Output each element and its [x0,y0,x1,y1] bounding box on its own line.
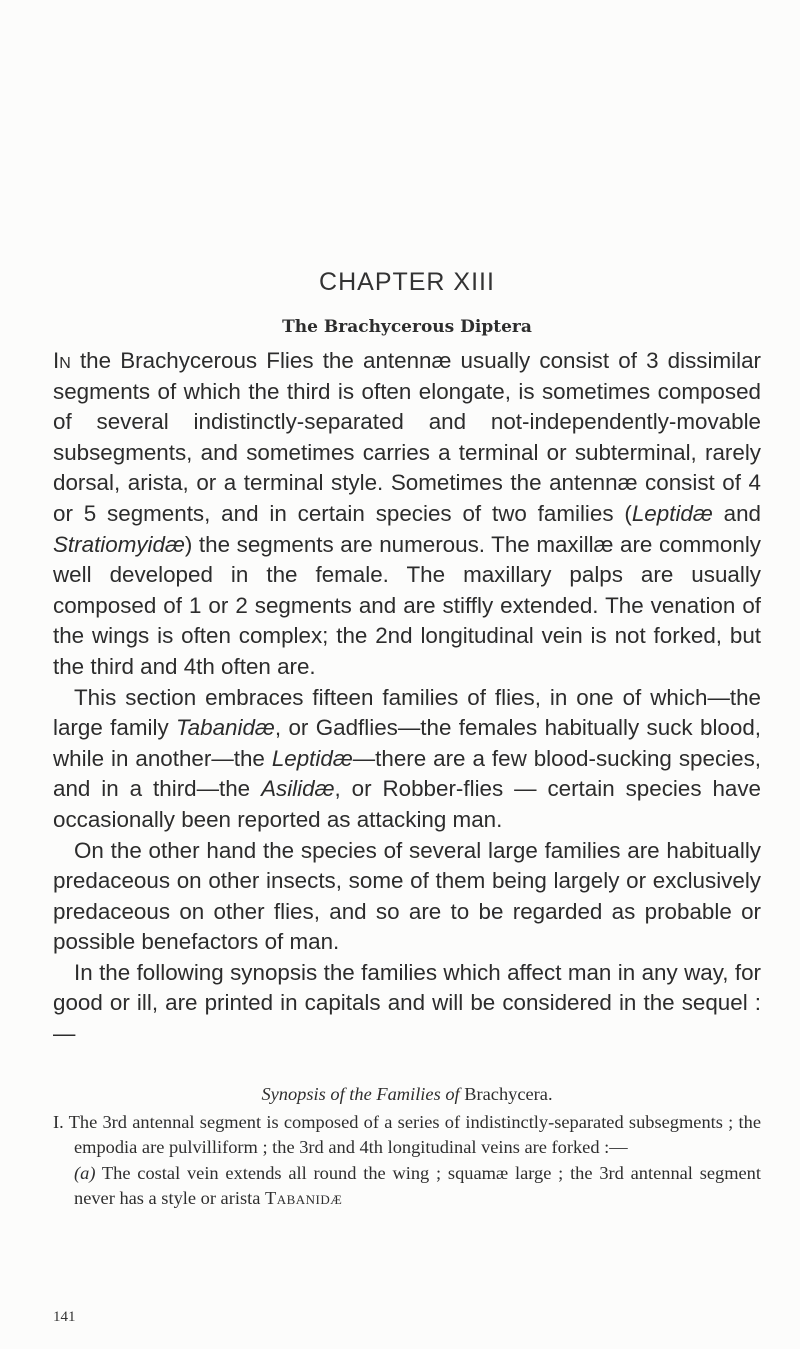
page-number: 141 [53,1309,76,1325]
subitem-text: The costal vein extends all round the wing ; squamæ large ; the 3rd antennal segment never has a style or arista [74,1162,761,1208]
chapter-heading: CHAPTER XIII [319,268,495,296]
synopsis-subitem-a [53,1161,761,1212]
synopsis-heading [53,1082,761,1108]
paragraph-2 [53,683,761,836]
synopsis-item-1: I. The 3rd antennal segment is composed of a series of indistinctly-separated subsegments ; the empodia are pulvilliform ; the 3rd and 4th longitudinal veins are forked :— [53,1111,761,1157]
paragraph-3: On the other hand the species of several large families are habitually predaceous on other insects, some of them being largely or exclusively predaceous on other flies, and so are to be regarded as probable or possible benefactors of man. [53,837,761,955]
subitem-label: (a) [74,1162,96,1183]
synopsis-heading-roman: Brachycera. [459,1084,553,1104]
body-text [53,346,761,1050]
taxon-stratiomyidae: Stratiomyidæ [53,531,185,557]
paragraph-2-text-d: , or Robber-flies — certain species have occasionally been reported as attacking man. [53,776,762,832]
taxon-leptidae: Leptidæ [631,500,713,526]
drop-cap: In [53,348,71,373]
taxon-leptidae-2: Leptidæ [271,745,353,771]
section-title: The Brachycerous Diptera [282,317,532,337]
paragraph-2-text-c: —there are a few blood-sucking species, and in a third—the [53,745,761,802]
paragraph-1-text-a: the Brachycerous Flies the antennæ usually consist of 3 dissimilar segments of which the third is often elongate, is sometimes composed of several indistinctly-separated and not-independently-movable subsegments, and sometimes carries a terminal or subterminal, rarely dorsal, arista, or a terminal style. Sometimes the antennæ consist of 4 or 5 segments, and in certain species of two families ( [53,348,761,526]
synopsis-heading-italic: Synopsis of the Families of [261,1084,460,1104]
family-name-tabanidae: Tabanidæ [264,1188,343,1208]
paragraph-4: In the following synopsis the families which affect man in any way, for good or ill, are printed in capitals and will be considered in the sequel :— [53,959,761,1047]
taxon-asilidae: Asilidæ [261,776,335,802]
paragraph-2-text-b: , or Gadflies—the females habitually suck blood, while in another—the [53,715,761,771]
paragraph-1 [53,346,761,683]
synopsis [53,1082,761,1212]
paragraph-2-text-a: This section embraces fifteen families of flies, in one of which—the large family [53,684,761,741]
paragraph-1-text-c: ) the segments are numerous. The maxillæ are commonly well developed in the female. The maxillary palps are usually composed of 1 or 2 segments and are stiffly extended. The venation of the wings is often complex; the 2nd longitudinal vein is not forked, but the third and 4th often are. [53,531,761,679]
paragraph-1-text-b: and [712,500,761,526]
taxon-tabanidae: Tabanidæ [176,715,275,741]
